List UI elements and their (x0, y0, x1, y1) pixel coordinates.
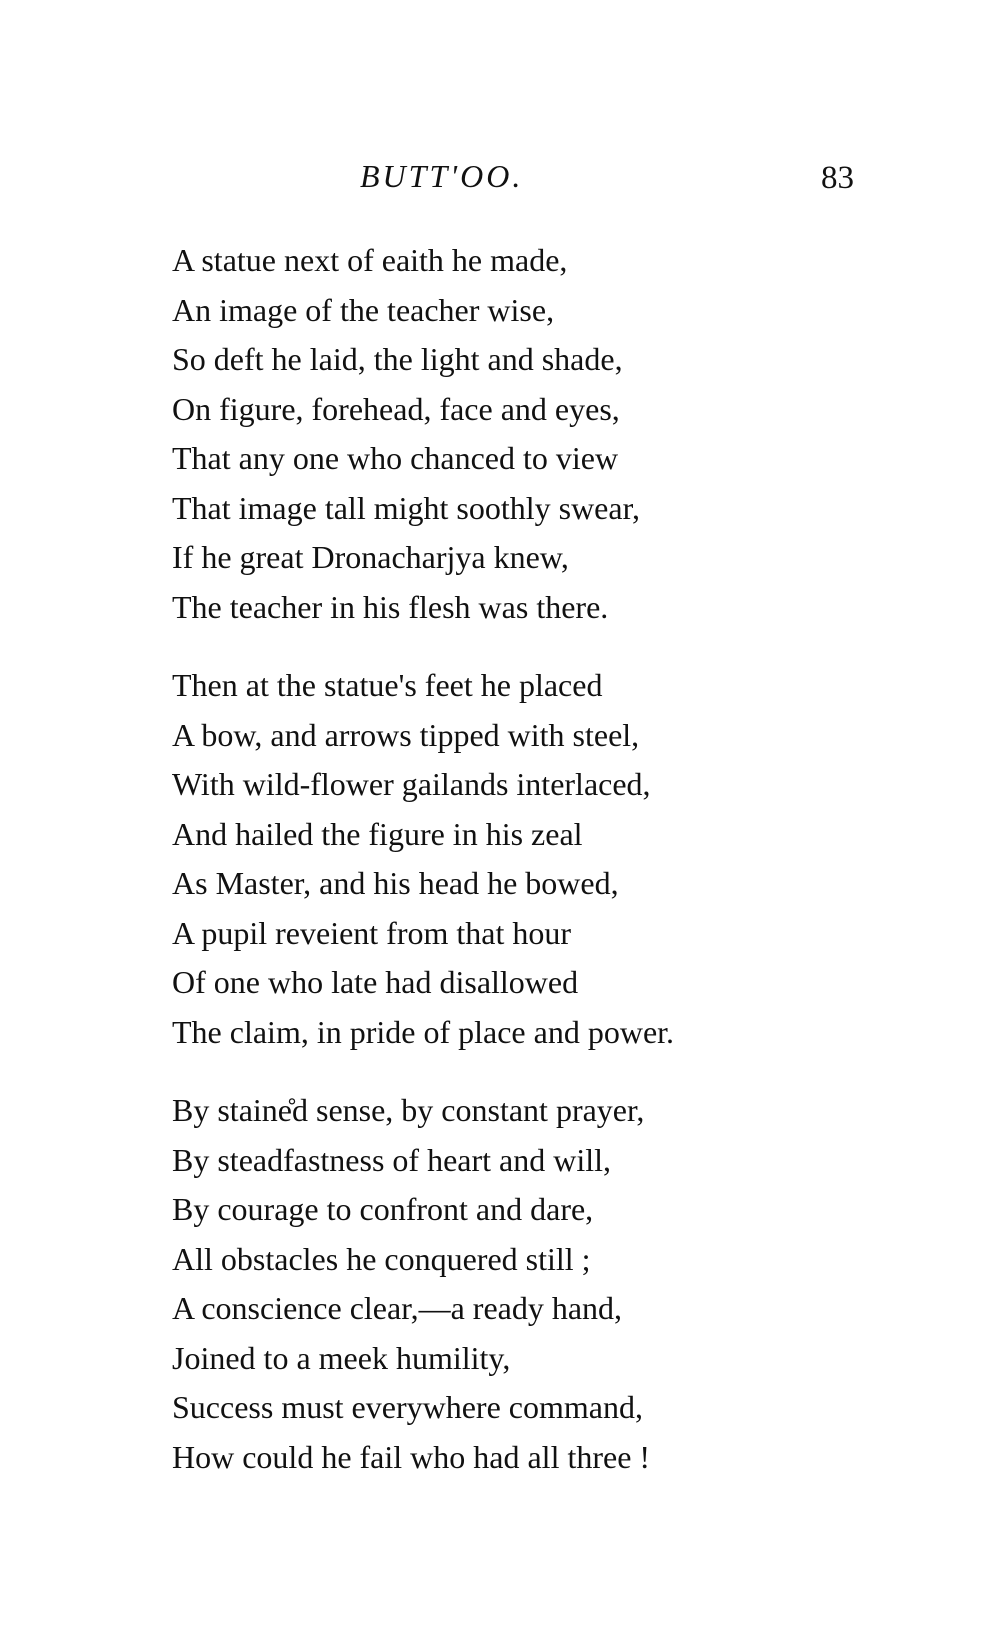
poem (172, 236, 972, 1511)
poem-line: The claim, in pride of place and power. (172, 1013, 675, 1050)
poem-line: That any one who chanced to view (172, 440, 619, 476)
stanza-1 (172, 236, 972, 632)
poem-line: The teacher in his flesh was there. (172, 588, 609, 625)
stanza-3 (172, 1086, 972, 1482)
poem-line: A conscience clear,—a ready hand, (172, 1290, 623, 1326)
poem-line: A statue next of eaith he made, (172, 242, 568, 278)
poem-line: That image tall might soothly swear, (172, 489, 640, 526)
running-head (0, 158, 1000, 202)
poem-line: With wild-flower gailands interlaced, (172, 766, 651, 802)
poem-line: A pupil reveient from that hour (172, 914, 572, 951)
poem-line: On figure, forehead, face and eyes, (172, 390, 620, 427)
poem-line: How could he fail who had all three ! (172, 1438, 651, 1475)
poem-line: An image of the teacher wise, (172, 291, 555, 328)
page-number: 83 (821, 160, 854, 196)
poem-line: By courage to confront and dare, (172, 1191, 594, 1227)
running-title: BUTT'OO. (360, 158, 524, 194)
poem-line: A bow, and arrows tipped with steel, (172, 716, 640, 753)
poem-line: All obstacles he conquered still ; (172, 1240, 591, 1277)
poem-line: If he great Dronacharjya knew, (172, 539, 569, 575)
stanza-2 (172, 661, 972, 1057)
poem-line: Joined to a meek humility, (172, 1339, 511, 1376)
poem-line: Of one who late had disallowed (172, 964, 579, 1000)
poem-line: Then at the statue's feet he placed (172, 667, 603, 703)
poem-line: As Master, and his head he bowed, (172, 865, 619, 901)
poem-line: So deft he laid, the light and shade, (172, 341, 623, 377)
poem-line: And hailed the figure in his zeal (172, 815, 583, 852)
poem-line: By staine̊d sense, by constant prayer, (172, 1092, 645, 1128)
poem-line: Success must everywhere command, (172, 1389, 643, 1425)
poem-line: By steadfastness of heart and will, (172, 1141, 611, 1178)
